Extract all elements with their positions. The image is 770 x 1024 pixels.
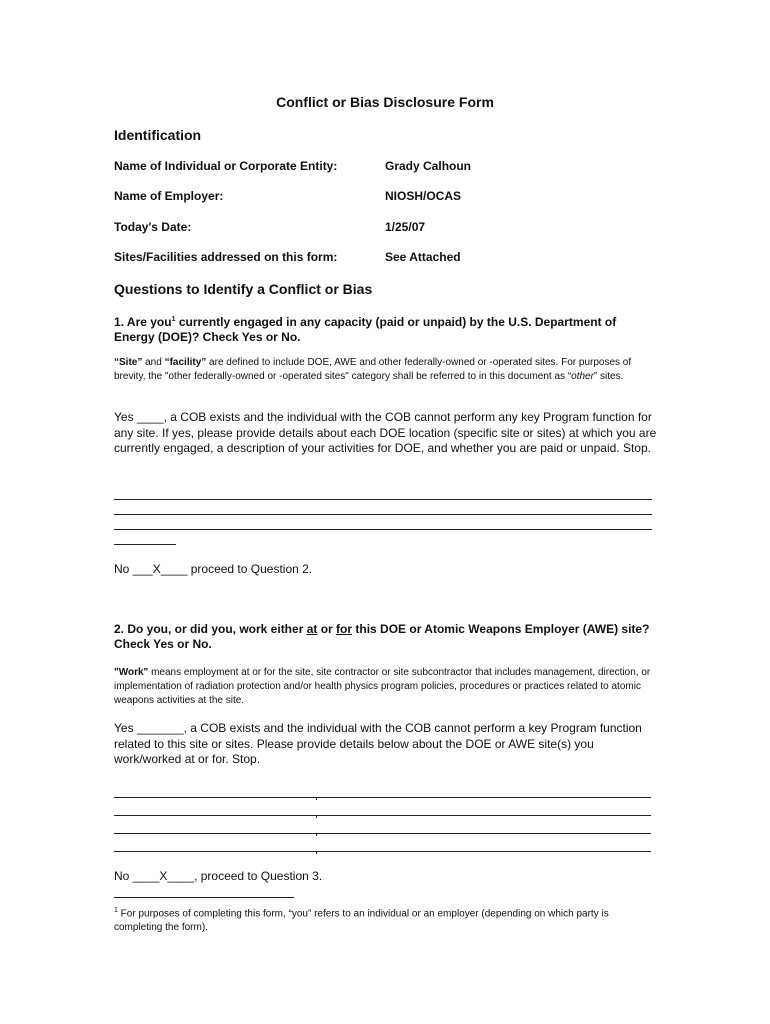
facility-term: “facility” bbox=[164, 357, 207, 368]
question-1-yes-option: Yes ____, a COB exists and the individual with the COB cannot perform any key Program function for any site. If yes, please provide details about each DOE location (specific site or sites) at which you are currently engaged, a description of your activities for DOE, and whether you are paid or unpaid. Stop. bbox=[114, 410, 657, 455]
question-2-text-cont: this DOE or Atomic Weapons Employer (AWE) site? Check Yes or No. bbox=[114, 622, 650, 651]
date-value: 1/25/07 bbox=[385, 220, 426, 234]
work-term: "Work" bbox=[114, 667, 149, 678]
question-2 bbox=[114, 622, 659, 652]
answer-line[interactable] bbox=[114, 851, 651, 852]
answer-line[interactable] bbox=[114, 815, 651, 816]
definition-text: and bbox=[142, 357, 165, 368]
line-tick bbox=[316, 833, 317, 836]
sites-value: See Attached bbox=[385, 250, 461, 264]
footnote-mark: 1 bbox=[114, 907, 118, 914]
footnote-text: For purposes of completing this form, “you” refers to an individual or an employer (depending on which party is completing the form). bbox=[114, 908, 609, 934]
date-label: Today's Date: bbox=[114, 220, 192, 234]
employer-value: NIOSH/OCAS bbox=[385, 189, 462, 203]
question-2-text: 2. Do you, or did you, work either bbox=[114, 622, 307, 636]
sites-label: Sites/Facilities addressed on this form: bbox=[114, 250, 338, 264]
definition-text: means employment at or for the site, site contractor or site subcontractor that includes management, direction, or implementation of radiation protection and/or health physics program policies, procedures or practices related to atomic weapons activities at the site. bbox=[114, 667, 651, 706]
question-1 bbox=[114, 312, 659, 345]
identification-heading: Identification bbox=[114, 127, 202, 143]
line-tick bbox=[316, 815, 317, 818]
question-2-yes-option: Yes _______, a COB exists and the individual with the COB cannot perform a key Program function related to this site or sites. Please provide details below about the DOE or AWE site(s) you work/worked at or for. Stop. bbox=[114, 721, 642, 766]
for-term: for bbox=[336, 622, 353, 636]
site-term: “Site” bbox=[114, 357, 143, 368]
line-tick bbox=[316, 851, 317, 854]
footnote-divider bbox=[114, 897, 294, 898]
answer-line[interactable] bbox=[114, 833, 651, 834]
footnote bbox=[114, 904, 644, 935]
answer-line[interactable] bbox=[114, 544, 176, 545]
individual-name-label: Name of Individual or Corporate Entity: bbox=[114, 159, 338, 173]
page-title: Conflict or Bias Disclosure Form bbox=[276, 94, 494, 110]
employer-label: Name of Employer: bbox=[114, 189, 224, 203]
at-term: at bbox=[306, 622, 318, 636]
answer-line[interactable] bbox=[114, 514, 652, 515]
other-term: other bbox=[571, 371, 594, 382]
question-2-no-option: No ____X____, proceed to Question 3. bbox=[114, 869, 323, 883]
questions-heading: Questions to Identify a Conflict or Bias bbox=[114, 281, 373, 297]
site-facility-definition bbox=[114, 356, 654, 384]
definition-text: are defined to include DOE, AWE and other federally-owned or -operated sites. For purposes of brevity, the "other federally-owned or -operated sites" category shall be referred to in this document as “ bbox=[114, 357, 632, 382]
question-1-text: 1. Are you bbox=[114, 315, 172, 329]
answer-line[interactable] bbox=[114, 529, 652, 530]
individual-name-value: Grady Calhoun bbox=[385, 159, 472, 173]
question-1-text-cont: currently engaged in any capacity (paid or unpaid) by the U.S. Department of Energy (DOE)? Check Yes or No. bbox=[114, 315, 617, 344]
question-2-text: or bbox=[317, 622, 337, 636]
question-1-no-option: No ___X____ proceed to Question 2. bbox=[114, 562, 313, 576]
work-definition bbox=[114, 666, 654, 708]
footnote-ref: 1 bbox=[171, 316, 176, 323]
answer-line[interactable] bbox=[114, 797, 651, 798]
line-tick bbox=[316, 797, 317, 800]
answer-line[interactable] bbox=[114, 499, 652, 500]
definition-text: ” sites. bbox=[593, 371, 624, 382]
